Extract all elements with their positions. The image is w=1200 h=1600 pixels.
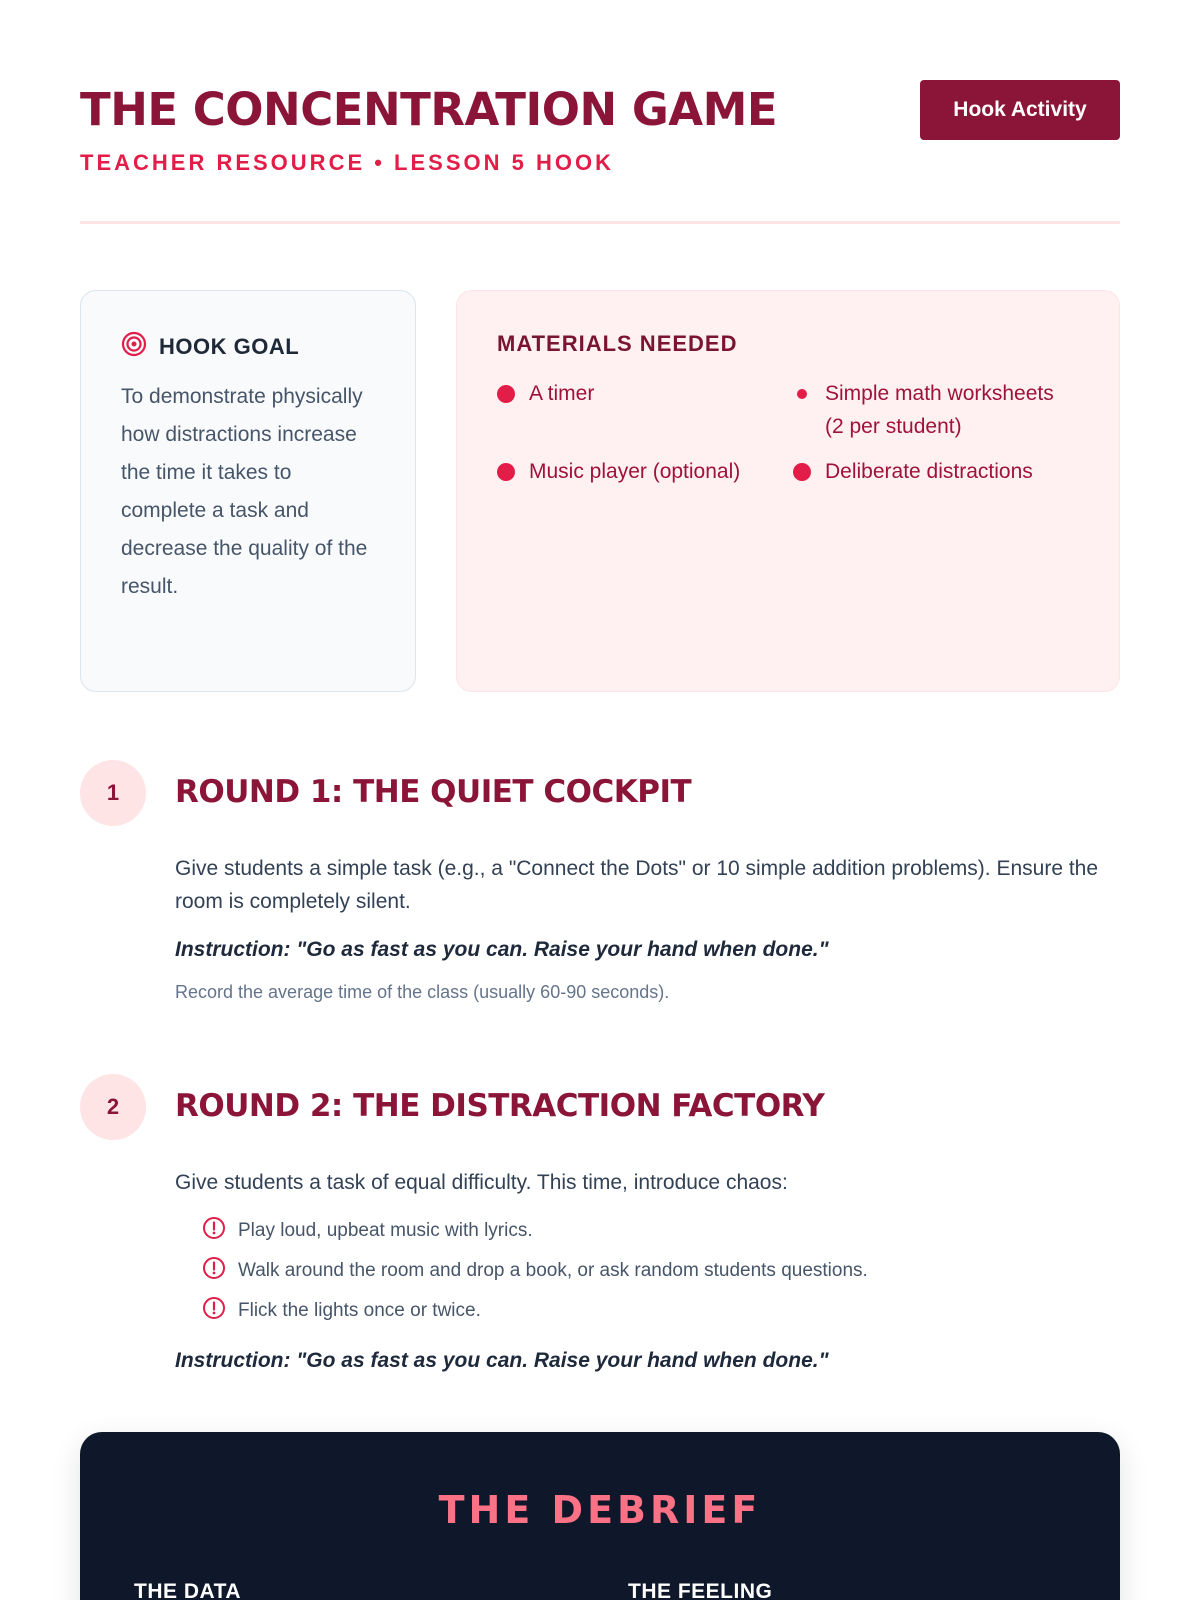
debrief-title: THE DEBRIEF	[438, 1488, 762, 1532]
page-title: THE CONCENTRATION GAME	[80, 83, 778, 136]
round-description: Give students a task of equal difficulty. This time, introduce chaos:	[175, 1171, 788, 1194]
round-note: Record the average time of the class (usually 60-90 seconds).	[175, 982, 670, 1002]
list-item: Walk around the room and drop a book, or ask random students questions.	[202, 1251, 1120, 1291]
debrief-data-heading: THE DATA	[134, 1580, 242, 1600]
hook-goal-heading: HOOK GOAL	[159, 333, 300, 359]
round-instruction: Instruction: "Go as fast as you can. Raise your hand when done."	[175, 1349, 829, 1372]
bullet-icon	[497, 385, 515, 403]
round-number: 2	[80, 1074, 146, 1140]
hook-goal-text: To demonstrate physically how distractions increase the time it takes to complete a task and decrease the quality of the result.	[121, 385, 368, 598]
list-item: Music player (optional)	[497, 455, 793, 488]
round-description: Give students a simple task (e.g., a "Connect the Dots" or 10 simple addition problems). Ensure the room is completely silent.	[175, 857, 1099, 913]
target-icon	[121, 331, 147, 362]
distraction-list	[202, 1211, 1120, 1331]
list-item: A timer	[497, 377, 793, 443]
round-instruction: Instruction: "Go as fast as you can. Raise your hand when done."	[175, 938, 829, 961]
bullet-icon	[497, 463, 515, 481]
round-title: ROUND 1: THE QUIET COCKPIT	[175, 774, 692, 810]
round-number: 1	[80, 760, 146, 826]
page-header	[80, 80, 1120, 224]
list-item: Play loud, upbeat music with lyrics.	[202, 1211, 1120, 1251]
round-title: ROUND 2: THE DISTRACTION FACTORY	[175, 1088, 825, 1124]
materials-card	[456, 290, 1120, 692]
materials-list	[497, 377, 1079, 488]
alert-circle-icon	[202, 1296, 226, 1326]
debrief-panel	[80, 1432, 1120, 1600]
alert-circle-icon	[202, 1256, 226, 1286]
debrief-feeling-heading: THE FEELING	[628, 1580, 773, 1600]
page-subtitle: TEACHER RESOURCE • LESSON 5 HOOK	[80, 150, 614, 175]
alert-circle-icon	[202, 1216, 226, 1246]
bullet-icon	[793, 463, 811, 481]
list-item: Flick the lights once or twice.	[202, 1291, 1120, 1331]
bullet-icon	[797, 389, 807, 399]
materials-heading: MATERIALS NEEDED	[497, 331, 738, 356]
hook-goal-card	[80, 290, 416, 692]
list-item: Deliberate distractions	[793, 455, 1073, 488]
hook-activity-badge: Hook Activity	[920, 80, 1120, 140]
list-item: Simple math worksheets (2 per student)	[793, 377, 1073, 443]
